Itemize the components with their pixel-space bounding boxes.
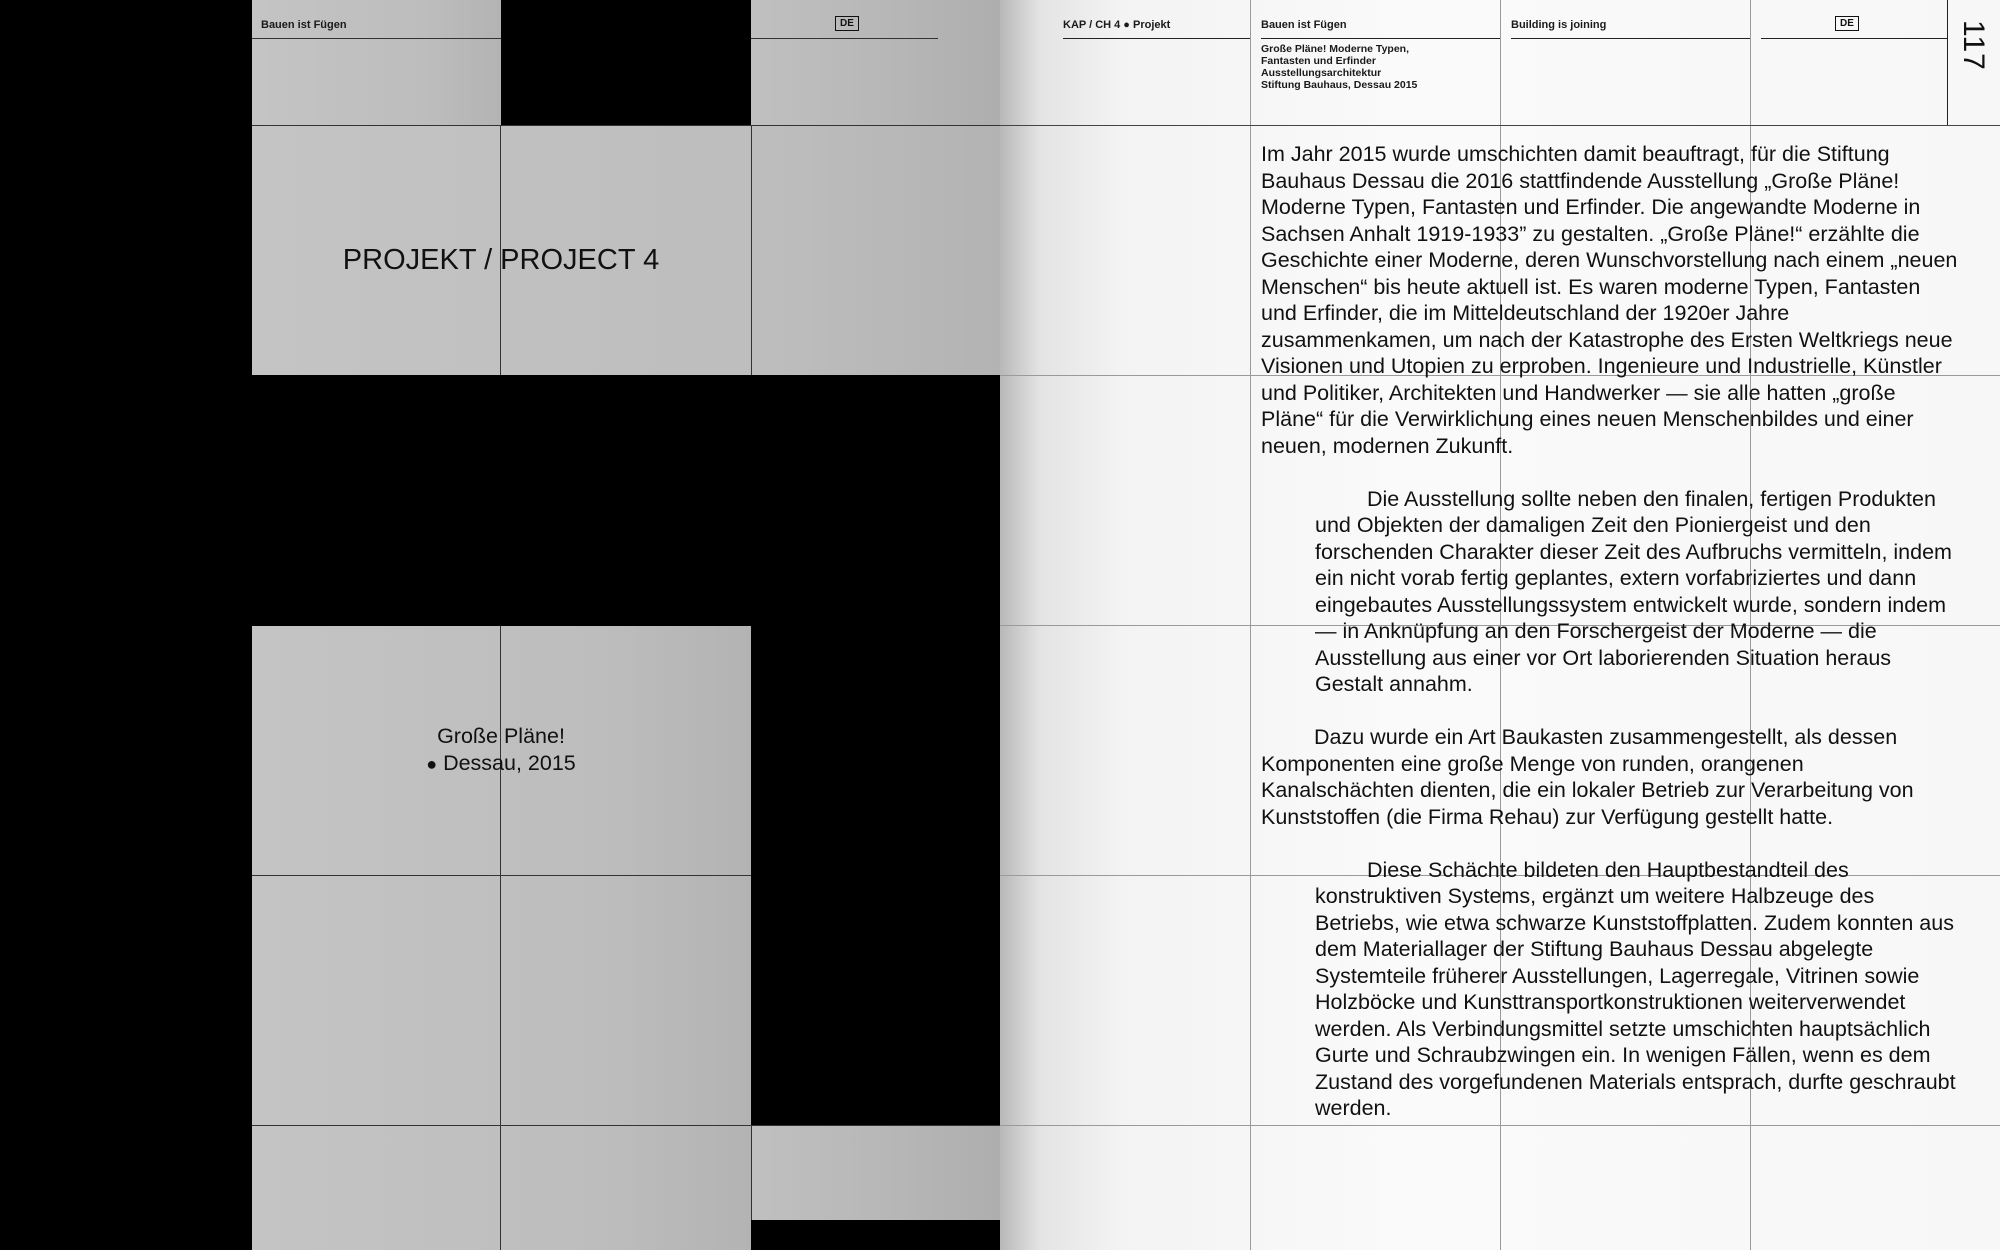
grid-row-line: [252, 1125, 1000, 1126]
language-badge: DE: [1835, 16, 1859, 31]
caption-line: Ausstellungsarchitektur: [1261, 67, 1382, 79]
project-place: Dessau, 2015: [443, 751, 576, 775]
running-head-de: Bauen ist Fügen: [1261, 19, 1347, 31]
image-caption: [1261, 43, 1417, 91]
project-title: PROJEKT / PROJECT 4: [342, 244, 660, 276]
header-rule-right: [751, 38, 938, 39]
grid-row-line: [252, 125, 1000, 126]
paragraph: Dazu wurde ein Art Baukasten zusammengestellt, als dessen Komponenten eine große Menge von runden, orangenen Kanalschächten dienten, die ein lokaler Betrieb zur Verarbeitung von Kunststoffen (die Firma Rehau) zur Verfügung gestellt hatte.: [1261, 725, 1914, 829]
chapter-label: KAP / CH 4 ● Projekt: [1063, 19, 1171, 31]
paragraph: Im Jahr 2015 wurde umschichten damit beauftragt, für die Stiftung Bauhaus Dessau die 2016 stattfindende Ausstellung „Große Pläne! Moderne Typen, Fantasten und Erfinder. Die angewandte Moderne in Sachsen Anhalt 1919-1933” zu gestalten. „Große Pläne!“ erzählte die Geschichte einer Moderne, deren Wunschvorstellung nach einem „neuen Menschen“ bis heute aktuell ist. Es waren moderne Typen, Fantasten und Erfinder, die im Mitteldeutschland der 1920er Jahre zusammenkamen, um nach der Katastrophe des Ersten Weltkriegs neue Visionen und Utopien zu erproben. Ingenieure und Industrielle, Künstler und Politiker, Architekten und Handwerker — sie alle hatten „große Pläne“ für die Verwirklichung eines neuen Menschenbildes und einer neuen, modernen Zukunft.: [1261, 142, 1958, 458]
caption-line: Große Pläne! Moderne Typen,: [1261, 43, 1409, 55]
body-text: [1261, 141, 1961, 1148]
paragraph: Die Ausstellung sollte neben den finalen, fertigen Produkten und Objekten der damaligen Zeit den Pioniergeist und den forschenden Charakter dieser Zeit des Aufbruchs vermitteln, indem ein nicht vorab fertig geplantes, extern vorfabriziertes und dann eingebautes Ausstellungssystem entwickelt wurde, sondern indem — in Anknüpfung an den Forschergeist der Moderne — die Ausstellung aus einer vor Ort laborierenden Situation heraus Gestalt annahm.: [1315, 486, 1952, 696]
grid-col-line: [751, 125, 752, 375]
caption-line: Fantasten und Erfinder: [1261, 55, 1376, 67]
grid-row-line: [1000, 125, 2000, 126]
running-head-en: Building is joining: [1511, 19, 1607, 31]
project-place-line: [252, 751, 750, 776]
header-rule: [1063, 38, 1250, 39]
gray-block-bottom-left: [252, 1125, 751, 1250]
page-number: 117: [1957, 20, 1990, 71]
grid-col-line: [500, 626, 501, 1250]
header-rule: [1511, 38, 1750, 39]
header-rule-left: [252, 38, 501, 39]
language-badge: DE: [835, 16, 859, 31]
gray-block-top-right: [751, 0, 1000, 125]
paragraph: Diese Schächte bildeten den Hauptbestandteil des konstruktiven Systems, ergänzt um weitere Halbzeuge des Betriebs, wie etwa schwarze Kunststoffplatten. Zudem konnten aus dem Materiallager der Stiftung Bauhaus Dessau abgelegte Systemteile früherer Ausstellungen, Lagerregale, Vitrinen sowie Holzböcke und Kunsttransportkonstruktionen weiterverwendet werden. Als Verbindungsmittel setzte umschichten hauptsächlich Gurte und Schraubzwingen ein. In wenigen Fällen, wenn es dem Zustand des vorgefundenen Materials entsprach, durfte geschraubt werden.: [1315, 857, 1956, 1120]
header-rule: [1261, 38, 1500, 39]
grid-col-line: [751, 1125, 752, 1220]
header-rule: [1761, 38, 1947, 39]
running-head: Bauen ist Fügen: [261, 19, 347, 31]
project-name: Große Pläne!: [437, 724, 565, 748]
caption-line: Stiftung Bauhaus, Dessau 2015: [1261, 79, 1418, 91]
page-number-rule: [1947, 0, 1948, 125]
gray-block-bottom-right: [751, 1125, 1000, 1220]
bullet-icon: ●: [426, 754, 438, 774]
grid-row-line: [252, 875, 751, 876]
